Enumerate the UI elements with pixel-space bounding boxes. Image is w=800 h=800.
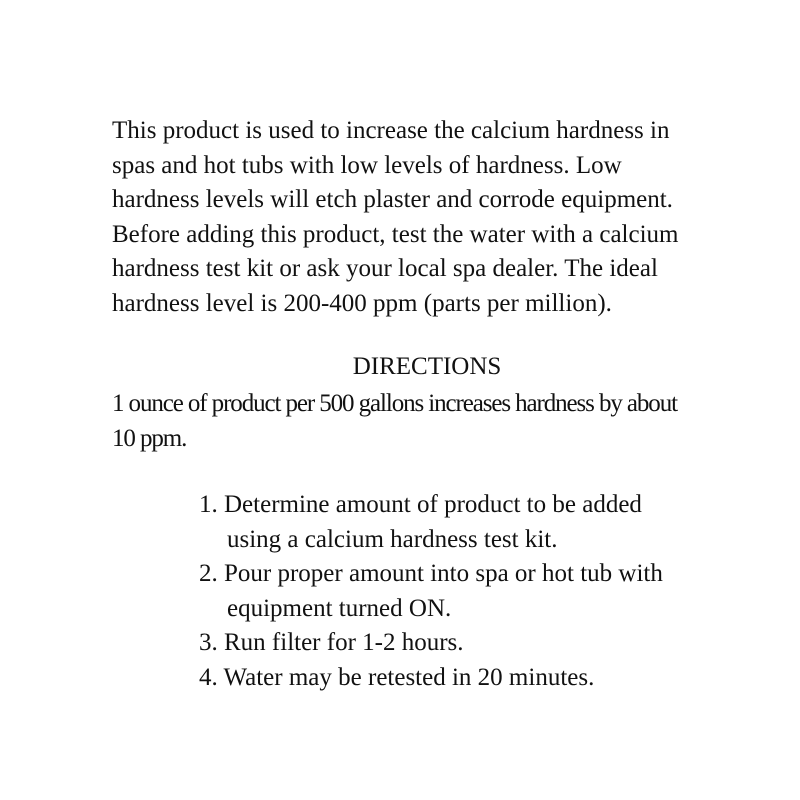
step-line: using a calcium hardness test kit. xyxy=(227,525,558,553)
intro-line: hardness level is 200-400 ppm (parts per million). xyxy=(112,289,612,317)
step-item xyxy=(199,557,779,626)
intro-line: This product is used to increase the calcium hardness in xyxy=(112,117,670,144)
intro-line: hardness levels will etch plaster and corrode equipment. xyxy=(112,186,673,213)
intro-line: spas and hot tubs with low levels of hardness. Low xyxy=(112,151,622,179)
step-line: 2. Pour proper amount into spa or hot tub with xyxy=(199,560,663,587)
step-item xyxy=(199,488,779,557)
directions-steps-list xyxy=(199,488,779,695)
intro-line: Before adding this product, test the water with a calcium xyxy=(112,220,679,248)
step-item xyxy=(199,626,779,661)
intro-paragraph xyxy=(112,114,752,321)
step-line: 3. Run filter for 1-2 hours. xyxy=(199,629,464,656)
step-line: equipment turned ON. xyxy=(227,594,452,622)
step-line: 1. Determine amount of product to be added xyxy=(199,491,642,518)
directions-heading: DIRECTIONS xyxy=(352,353,502,380)
step-line: 4. Water may be retested in 20 minutes. xyxy=(199,663,595,691)
dosage-line: 1 ounce of product per 500 gallons increases hardness by about xyxy=(112,390,677,417)
step-item xyxy=(199,661,779,696)
dosage-line: 10 ppm. xyxy=(112,425,187,452)
intro-line: hardness test kit or ask your local spa dealer. The ideal xyxy=(112,255,658,282)
dosage-text xyxy=(112,386,792,456)
